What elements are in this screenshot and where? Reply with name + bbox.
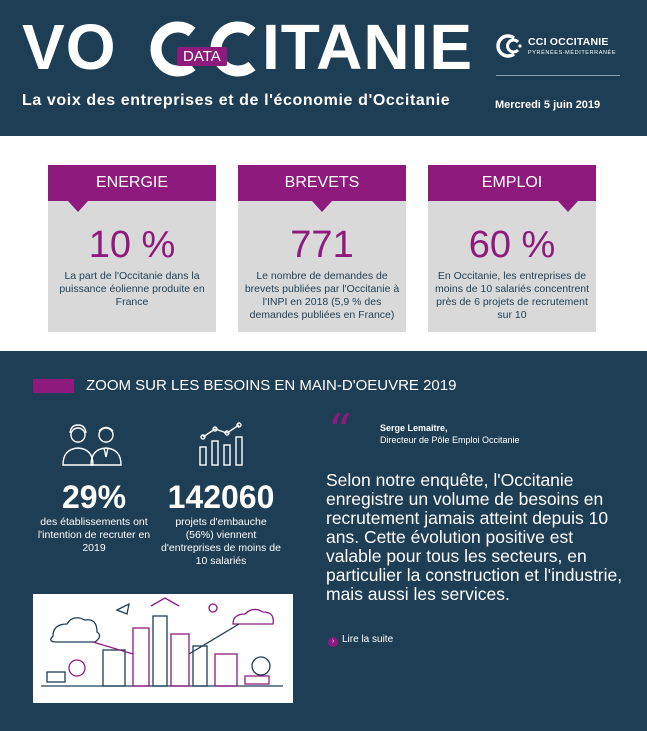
people-icon — [58, 421, 128, 471]
kpi-description: En Occitanie, les entreprises de moins de 10 salariés concentrent près de 6 projets de recrutement sur 10 — [434, 270, 590, 321]
kpi-card-energie — [48, 165, 216, 332]
kpi-card-emploi — [428, 165, 596, 332]
quote-mark-icon: “ — [328, 404, 352, 458]
quote-text: Selon notre enquête, l'Occitanie enregistre un volume de besoins en recrutement jamais atteint depuis 10 ans. Cette évolution positive est valable pour tous les secteurs, en particulier la construction et l'industrie, mais aussi les services. — [326, 470, 623, 604]
header-subtitle: La voix des entreprises et de l'économie d'Occitanie — [22, 92, 451, 109]
author-role: Directeur de Pôle Emploi Occitanie — [380, 435, 520, 445]
cci-region: PYRÉNÉES-MÉDITERRANÉE — [528, 50, 617, 56]
kpi-section — [0, 136, 647, 351]
logo-text-right: ITANIE — [262, 11, 474, 83]
quote-author — [380, 422, 520, 446]
bar-chart-icon — [196, 421, 248, 469]
stat-establishments — [34, 479, 154, 555]
issue-date: Mercredi 5 juin 2019 — [495, 99, 601, 111]
stat-text: projets d'embauche (56%) viennent d'entreprises de moins de 10 salariés — [161, 516, 281, 567]
read-more-link[interactable] — [328, 634, 393, 647]
stat-hiring-projects — [160, 479, 282, 568]
kpi-label: BREVETS — [238, 165, 406, 201]
read-more-label: Lire la suite — [342, 634, 394, 645]
kpi-value: 10 % — [88, 224, 176, 266]
logo-text-left: VO — [22, 11, 117, 83]
kpi-value: 771 — [290, 224, 354, 266]
section-accent-bar — [33, 379, 74, 393]
kpi-description: Le nombre de demandes de brevets publiées par l'Occitanie à l'INPI en 2018 (5,9 % des demandes publiées en France) — [244, 270, 400, 321]
kpi-description: La part de l'Occitanie dans la puissance éolienne produite en France — [59, 270, 205, 308]
arrow-circle-icon: › — [328, 637, 338, 647]
stat-text: des établissements ont l'intention de recruter en 2019 — [37, 516, 151, 554]
stat-value: 142060 — [167, 479, 275, 515]
data-badge: DATA — [177, 47, 227, 66]
city-network-illustration — [33, 594, 293, 703]
newsletter-logo — [22, 11, 482, 83]
cci-logo[interactable] — [496, 30, 626, 80]
zoom-section — [0, 351, 647, 731]
kpi-notch — [558, 201, 578, 212]
stat-value: 29% — [61, 479, 127, 515]
kpi-value: 60 % — [468, 224, 556, 266]
header-banner — [0, 0, 647, 136]
city-illustration — [33, 594, 293, 703]
cci-divider — [496, 75, 620, 76]
zoom-heading: ZOOM SUR LES BESOINS EN MAIN-D'OEUVRE 2019 — [86, 377, 457, 394]
kpi-notch — [68, 201, 88, 212]
kpi-label: ENERGIE — [48, 165, 216, 201]
kpi-notch — [312, 201, 332, 212]
kpi-label: EMPLOI — [428, 165, 596, 201]
cci-name: CCI OCCITANIE — [528, 36, 609, 48]
kpi-card-brevets — [238, 165, 406, 332]
author-name: Serge Lemaitre, — [380, 423, 448, 433]
cci-emblem-icon — [496, 32, 524, 60]
